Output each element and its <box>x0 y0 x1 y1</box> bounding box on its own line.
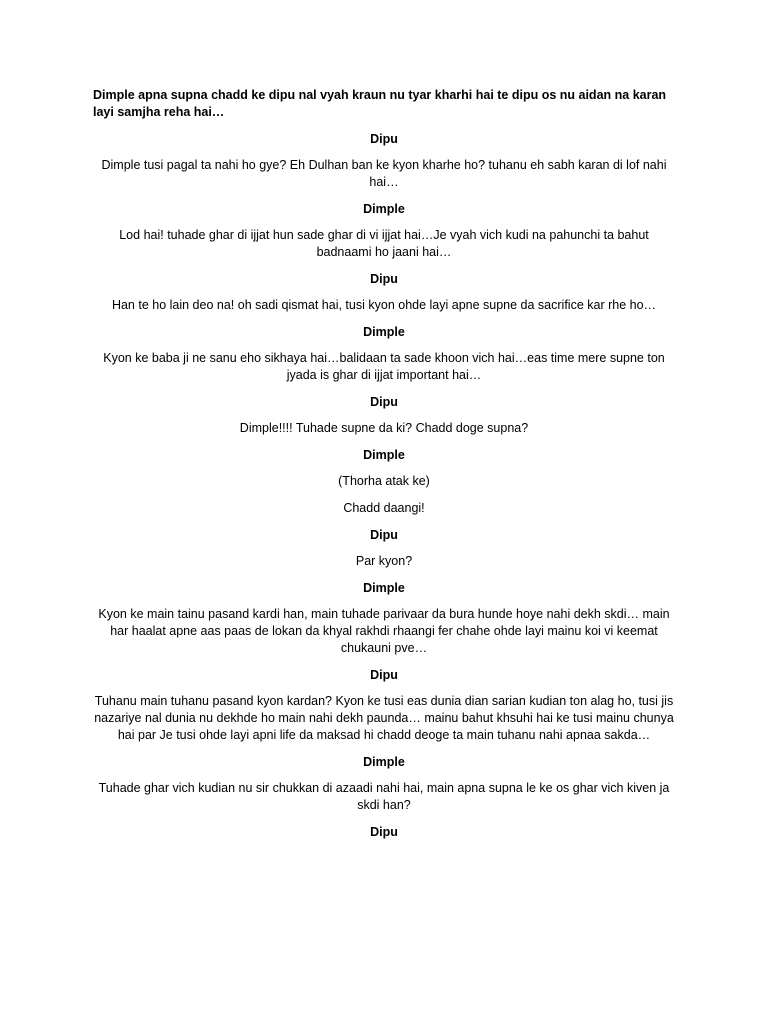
speaker-name: Dimple <box>363 581 405 595</box>
dialogue-9 <box>93 667 675 744</box>
speaker-name: Dipu <box>370 132 398 146</box>
dialogue-2 <box>93 201 675 261</box>
speaker-name: Dipu <box>370 825 398 839</box>
dialogue-line: Kyon ke baba ji ne sanu eho sikhaya hai…balidaan ta sade khoon vich hai…eas time mere supne ton jyada is ghar di ijjat important hai… <box>103 351 665 382</box>
dialogue-line: Tuhade ghar vich kudian nu sir chukkan di azaadi nahi hai, main apna supna le ke os ghar vich kiven ja skdi han? <box>98 781 670 812</box>
dialogue-line: Lod hai! tuhade ghar di ijjat hun sade ghar di vi ijjat hai…Je vyah vich kudi na pahunchi ta bahut badnaami ho jaani hai… <box>119 228 649 259</box>
speaker-name: Dimple <box>363 202 405 216</box>
dialogue-3 <box>93 271 675 314</box>
speaker-name: Dipu <box>370 395 398 409</box>
dialogue-line: Kyon ke main tainu pasand kardi han, main tuhade parivaar da bura hunde hoye nahi dekh skdi… main har haalat apne aas paas de lokan da khyal rakhdi rhaangi fer chahe ohde layi mainu koi vi keemat chukauni pve… <box>98 607 670 655</box>
speaker-name: Dipu <box>370 272 398 286</box>
speaker-name: Dimple <box>363 755 405 769</box>
speaker-name: Dipu <box>370 528 398 542</box>
dialogue-line: Tuhanu main tuhanu pasand kyon kardan? Kyon ke tusi eas dunia dian sarian kudian ton alag ho, tusi jis nazariye nal dunia nu dekhde ho main nahi dekh paunda… mainu bahut khsuhi hai ke tusi mainu chunya hai par Je tusi ohde layi apni life da maksad hi chadd deoge ta main tuhanu nahi apnaa sakda… <box>94 694 674 742</box>
speaker-name: Dimple <box>363 325 405 339</box>
dialogue-11 <box>93 824 675 841</box>
dialogue-4 <box>93 324 675 384</box>
dialogue-line: Dimple tusi pagal ta nahi ho gye? Eh Dulhan ban ke kyon kharhe ho? tuhanu eh sabh karan di lof nahi hai… <box>101 158 667 189</box>
dialogue-7 <box>93 527 675 570</box>
dialogue-line: Chadd daangi! <box>343 501 425 515</box>
speaker-name: Dimple <box>363 448 405 462</box>
speaker-name: Dipu <box>370 668 398 682</box>
dialogue-line: Han te ho lain deo na! oh sadi qismat hai, tusi kyon ohde layi apne supne da sacrifice kar rhe ho… <box>111 298 657 312</box>
dialogue-1 <box>93 131 675 191</box>
dialogue-line: Dimple!!!! Tuhade supne da ki? Chadd doge supna? <box>239 421 529 435</box>
dialogue-10 <box>93 754 675 814</box>
dialogue-8 <box>93 580 675 657</box>
stage-direction: (Thorha atak ke) <box>338 474 430 488</box>
intro-paragraph: Dimple apna supna chadd ke dipu nal vyah kraun nu tyar kharhi hai te dipu os nu aidan na karan layi samjha reha hai… <box>93 88 667 119</box>
dialogue-6 <box>93 447 675 517</box>
dialogue-line: Par kyon? <box>355 554 413 568</box>
dialogue-5 <box>93 394 675 437</box>
